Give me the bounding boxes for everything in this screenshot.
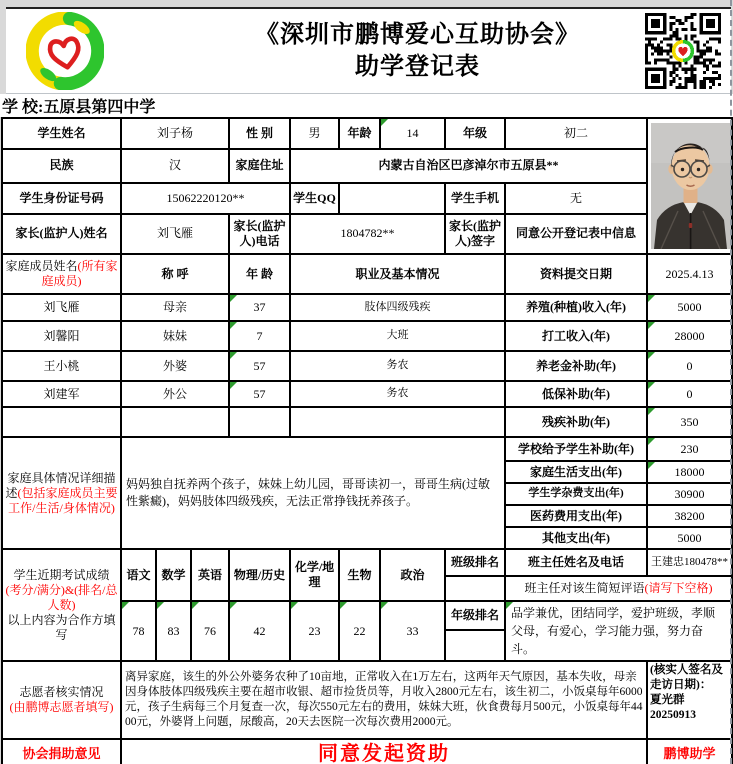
relation-header: 称 呼 xyxy=(121,254,229,294)
address-value: 内蒙古自治区巴彦淖尔市五原县** xyxy=(290,149,647,183)
class-rank-value xyxy=(445,576,505,601)
family-name-header xyxy=(2,254,121,294)
score-value: 83 xyxy=(156,601,191,661)
exam-label-black1: 学生近期考试成绩 xyxy=(13,567,110,582)
score-value: 42 xyxy=(229,601,290,661)
subject-header: 数学 xyxy=(156,549,191,601)
family-member-occupation xyxy=(290,407,505,437)
expense-label: 其他支出(年) xyxy=(505,527,647,549)
table-row xyxy=(2,118,732,149)
family-member-relation: 母亲 xyxy=(121,294,229,321)
comment-header xyxy=(505,576,732,601)
family-member-age: 37 xyxy=(229,294,290,321)
form-title-line2: 助学登记表 xyxy=(355,54,480,80)
page-break-dashed-line xyxy=(730,0,732,764)
guardian-name-value: 刘飞雁 xyxy=(121,214,229,254)
school-label: 学 校:五原县第四中学 xyxy=(2,99,156,116)
guardian-phone-value: 1804782** xyxy=(290,214,445,254)
exam-label-red: (考分/满分)&(排名/总人数) xyxy=(5,582,118,612)
submit-date-label: 资料提交日期 xyxy=(505,254,647,294)
table-row xyxy=(2,294,732,321)
family-member-relation: 外婆 xyxy=(121,351,229,381)
family-name-header-red: (所有家庭成员) xyxy=(41,259,118,288)
table-row xyxy=(2,739,732,764)
gender-value: 男 xyxy=(290,118,339,149)
score-value: 23 xyxy=(290,601,339,661)
id-number-label: 学生身份证号码 xyxy=(2,183,121,214)
address-label: 家庭住址 xyxy=(229,149,290,183)
decision-stamp: 鹏博助学 xyxy=(647,739,732,764)
heart-hands-logo-icon xyxy=(26,12,104,90)
family-member-relation: 妹妹 xyxy=(121,321,229,351)
table-row xyxy=(2,437,732,461)
table-row xyxy=(2,254,732,294)
form-title-line1: 《深圳市鹏博爱心互助协会》 xyxy=(255,21,580,48)
guardian-phone-label: 家长(监护人)电话 xyxy=(229,214,290,254)
family-member-occupation: 务农 xyxy=(290,381,505,407)
family-member-name xyxy=(2,407,121,437)
teacher-value: 王建忠180478** xyxy=(647,549,732,576)
expense-value: 18000 xyxy=(647,461,732,483)
verifier-label: (核实人签名及走访日期)： xyxy=(650,664,723,691)
expense-value: 230 xyxy=(647,437,732,461)
table-row xyxy=(2,351,732,381)
subject-header: 化学/地理 xyxy=(290,549,339,601)
family-age-header: 年 龄 xyxy=(229,254,290,294)
family-member-name: 刘馨阳 xyxy=(2,321,121,351)
school-row xyxy=(0,94,733,117)
family-member-relation xyxy=(121,407,229,437)
form-title xyxy=(104,19,731,84)
teacher-comment: 品学兼优，团结同学，爱护班级，孝顺父母，有爱心，学习能力强，努力奋斗。 xyxy=(505,601,732,661)
family-member-age: 57 xyxy=(229,381,290,407)
grade-value: 初二 xyxy=(505,118,647,149)
family-member-relation: 外公 xyxy=(121,381,229,407)
expense-label: 家庭生活支出(年) xyxy=(505,461,647,483)
student-phone-value: 无 xyxy=(505,183,647,214)
grade-rank-value xyxy=(445,630,505,661)
decision-label: 协会捐助意见 xyxy=(2,739,121,764)
income-label: 残疾补助(年) xyxy=(505,407,647,437)
registration-table xyxy=(1,117,733,764)
table-row xyxy=(2,214,732,254)
situation-description: 妈妈独自抚养两个孩子，妹妹上幼儿园，哥哥读初一，哥哥生病(过敏性紫癜)，妈妈肢体四级残疾，无法正常挣钱抚养孩子。 xyxy=(121,437,505,549)
student-phone-label: 学生手机 xyxy=(445,183,505,214)
grade-label: 年级 xyxy=(445,118,505,149)
situation-label-black: 家庭具体情况详细描述 xyxy=(5,470,116,500)
table-row xyxy=(2,549,732,576)
id-number-value: 15062220120** xyxy=(121,183,290,214)
income-value: 5000 xyxy=(647,294,732,321)
verifier-date: 20250913 xyxy=(650,708,697,721)
table-row xyxy=(2,149,732,183)
form-header xyxy=(6,7,731,94)
subject-header: 语文 xyxy=(121,549,156,601)
comment-header-black: 班主任对该生简短评语 xyxy=(524,581,645,595)
family-member-occupation: 肢体四级残疾 xyxy=(290,294,505,321)
situation-label-red: (包括家庭成员主要工作/生活/身体情况) xyxy=(8,485,118,515)
expense-label: 学校给予学生补助(年) xyxy=(505,437,647,461)
expense-label: 学生学杂费支出(年) xyxy=(505,483,647,505)
score-value: 78 xyxy=(121,601,156,661)
comment-header-red: (请写下空格) xyxy=(644,581,713,595)
income-label: 打工收入(年) xyxy=(505,321,647,351)
table-row xyxy=(2,321,732,351)
class-rank-label: 班级排名 xyxy=(445,549,505,576)
volunteer-label-red: (由鹏博志愿者填写) xyxy=(9,700,114,714)
table-row xyxy=(2,407,732,437)
family-member-age: 7 xyxy=(229,321,290,351)
expense-label: 医药费用支出(年) xyxy=(505,505,647,527)
expense-value: 5000 xyxy=(647,527,732,549)
score-value: 76 xyxy=(191,601,229,661)
occupation-header: 职业及基本情况 xyxy=(290,254,505,294)
decision-content: 同意发起资助 xyxy=(121,739,647,764)
income-label: 养殖(种植)收入(年) xyxy=(505,294,647,321)
income-value: 0 xyxy=(647,351,732,381)
student-name-value: 刘子杨 xyxy=(121,118,229,149)
expense-value: 38200 xyxy=(647,505,732,527)
volunteer-label xyxy=(2,661,121,739)
family-member-name: 王小桃 xyxy=(2,351,121,381)
volunteer-label-black: 志愿者核实情况 xyxy=(19,685,104,699)
volunteer-report: 离异家庭，该生的外公外婆务农种了10亩地，正常收入在1万左右，这两年天气原因，基本失收，母亲因身体肢体四级残疾主要在超市收银、超市捡货员等，月收入2800元左右，该生初二，小饭桌每年6000元，孩子生病每三个月复查一次，每次550元左右的费用，妹妹大班，伙食费每月500元，小饭桌每年4400元，外婆肾上问题，尿酸高，20天去医院一次每次费用2000元。 xyxy=(121,661,647,739)
student-name-label: 学生姓名 xyxy=(2,118,121,149)
qr-code xyxy=(645,13,721,89)
verifier-name: 夏光群 xyxy=(650,693,685,706)
family-member-age xyxy=(229,407,290,437)
worksheet-margin xyxy=(0,0,733,7)
family-name-header-black: 家庭成员姓名 xyxy=(5,259,78,273)
score-value: 33 xyxy=(380,601,445,661)
ethnicity-value: 汉 xyxy=(121,149,229,183)
guardian-sign-value: 同意公开登记表中信息 xyxy=(505,214,647,254)
qq-label: 学生QQ xyxy=(290,183,339,214)
guardian-name-label: 家长(监护人)姓名 xyxy=(2,214,121,254)
exam-label-black2: 以上内容为合作方填写 xyxy=(7,612,116,642)
income-value: 350 xyxy=(647,407,732,437)
subject-header: 物理/历史 xyxy=(229,549,290,601)
score-value: 22 xyxy=(339,601,380,661)
guardian-sign-label: 家长(监护人)签字 xyxy=(445,214,505,254)
table-row xyxy=(2,183,732,214)
income-value: 0 xyxy=(647,381,732,407)
family-member-age: 57 xyxy=(229,351,290,381)
expense-value: 30900 xyxy=(647,483,732,505)
situation-label xyxy=(2,437,121,549)
qq-value xyxy=(339,183,445,214)
family-member-name: 刘飞雁 xyxy=(2,294,121,321)
submit-date-value: 2025.4.13 xyxy=(647,254,732,294)
subject-header: 生物 xyxy=(339,549,380,601)
subject-header: 政治 xyxy=(380,549,445,601)
grade-rank-label: 年级排名 xyxy=(445,601,505,630)
income-label: 养老金补助(年) xyxy=(505,351,647,381)
age-label: 年龄 xyxy=(339,118,380,149)
family-member-name: 刘建军 xyxy=(2,381,121,407)
verifier-cell xyxy=(647,661,732,739)
exam-label xyxy=(2,549,121,661)
income-value: 28000 xyxy=(647,321,732,351)
family-member-occupation: 务农 xyxy=(290,351,505,381)
gender-label: 性 别 xyxy=(229,118,290,149)
ethnicity-label: 民族 xyxy=(2,149,121,183)
student-photo xyxy=(647,118,732,254)
income-label: 低保补助(年) xyxy=(505,381,647,407)
table-row xyxy=(2,661,732,739)
subject-header: 英语 xyxy=(191,549,229,601)
teacher-label: 班主任姓名及电话 xyxy=(505,549,647,576)
age-value: 14 xyxy=(380,118,445,149)
table-row xyxy=(2,381,732,407)
family-member-occupation: 大班 xyxy=(290,321,505,351)
